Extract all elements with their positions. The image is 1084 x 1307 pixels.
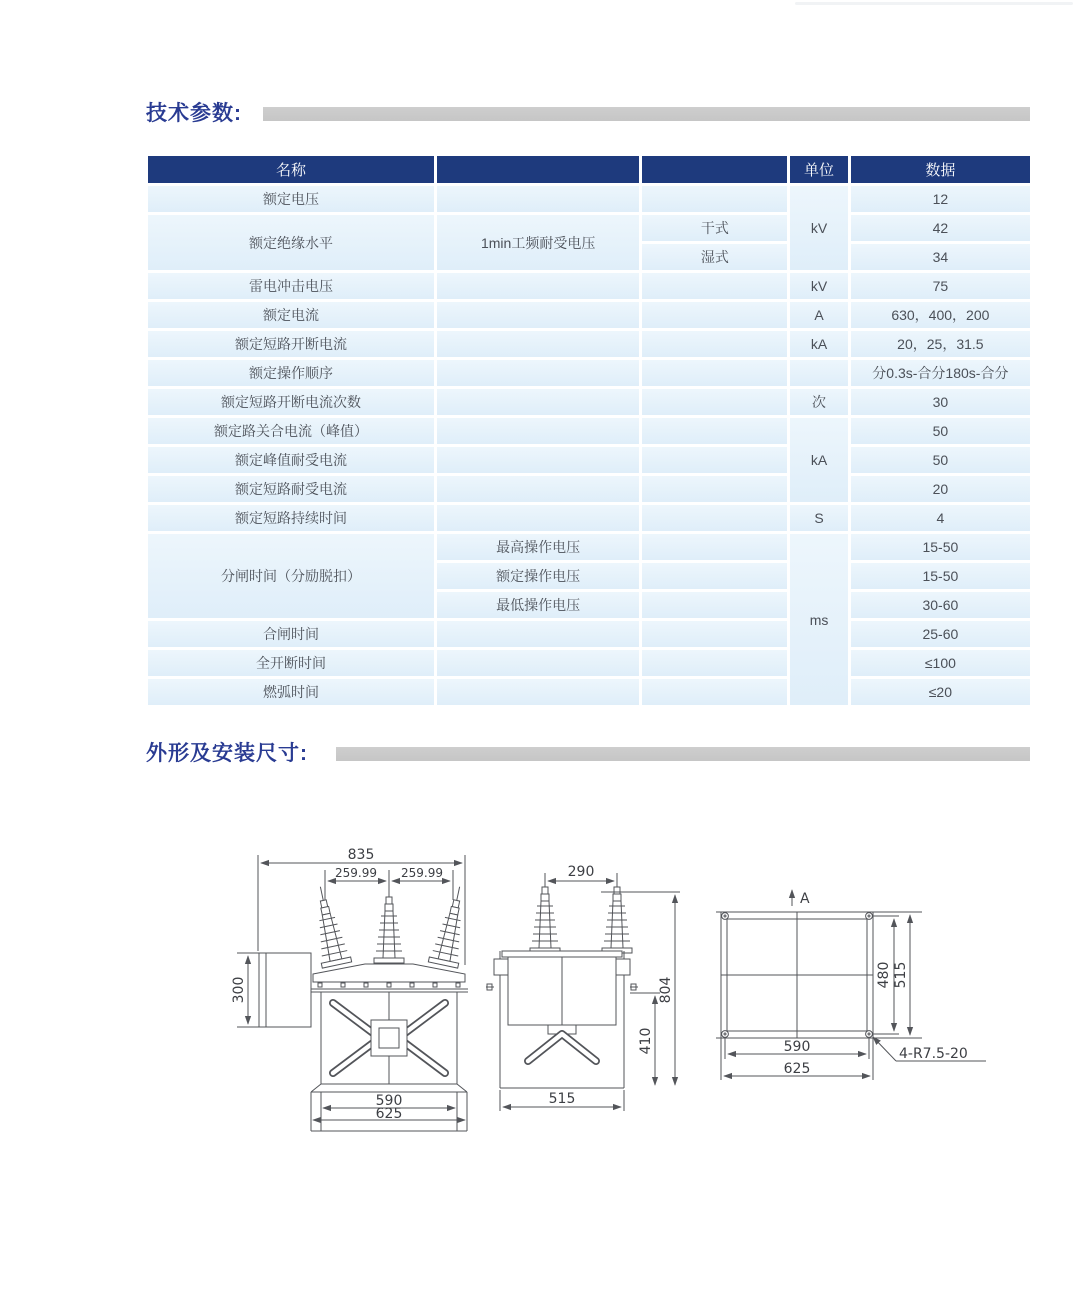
table-row [148, 360, 1030, 386]
dim-410: 410 [638, 1027, 654, 1055]
dim-590-top: 590 [783, 1039, 811, 1055]
table-row [148, 389, 1030, 415]
row-label: 额定短路持续时间 [148, 505, 434, 531]
table-row [148, 534, 1030, 560]
data-cell: ≤100 [851, 650, 1030, 676]
data-cell: 34 [851, 244, 1030, 270]
row-label: 额定路关合电流（峰值） [148, 418, 434, 444]
row-label: 额定绝缘水平 [148, 215, 434, 270]
row-label: 雷电冲击电压 [148, 273, 434, 299]
header-data: 数据 [851, 156, 1030, 183]
data-cell: 75 [851, 273, 1030, 299]
data-cell: ≤20 [851, 679, 1030, 705]
dim-625-top: 625 [783, 1061, 811, 1077]
table-row [148, 302, 1030, 328]
table-row [148, 273, 1030, 299]
row-label: 分闸时间（分励脱扣） [148, 534, 434, 618]
table-row [148, 186, 1030, 212]
data-cell: 4 [851, 505, 1030, 531]
front-view-geometry [237, 855, 474, 1131]
unit-cell: 次 [790, 389, 847, 415]
unit-cell: kA [790, 331, 847, 357]
row-label: 额定峰值耐受电流 [148, 447, 434, 473]
row-label: 合闸时间 [148, 621, 434, 647]
data-cell: 50 [851, 447, 1030, 473]
data-cell: 20 [851, 476, 1030, 502]
row-label: 额定短路开断电流次数 [148, 389, 434, 415]
unit-cell: S [790, 505, 847, 531]
data-cell: 15-50 [851, 563, 1030, 589]
data-cell: 42 [851, 215, 1030, 241]
data-cell: 30 [851, 389, 1030, 415]
header-blank-1 [437, 156, 639, 183]
unit-cell: kV [790, 186, 847, 270]
table-row [148, 476, 1030, 502]
data-cell: 20，25，31.5 [851, 331, 1030, 357]
data-cell: 15-50 [851, 534, 1030, 560]
row-label: 额定短路耐受电流 [148, 476, 434, 502]
table-row [148, 679, 1030, 705]
page-edge-decoration [795, 2, 1073, 5]
row-label: 燃弧时间 [148, 679, 434, 705]
table-header-row [148, 156, 1030, 183]
data-cell: 30-60 [851, 592, 1030, 618]
table-row [148, 621, 1030, 647]
data-cell: 12 [851, 186, 1030, 212]
side-view-drawing [478, 845, 703, 1145]
tech-params-table [145, 153, 1033, 708]
dim-259-left: 259.99 [335, 866, 377, 880]
dim-300: 300 [231, 976, 247, 1004]
table-row [148, 447, 1030, 473]
header-unit: 单位 [790, 156, 847, 183]
sub-label: 额定操作电压 [437, 563, 639, 589]
dim-290: 290 [567, 864, 595, 880]
table-row [148, 215, 1030, 241]
table-row [148, 505, 1030, 531]
data-cell: 50 [851, 418, 1030, 444]
sub-label: 1min工频耐受电压 [437, 215, 639, 270]
side-view-geometry [486, 873, 680, 1111]
unit-cell: ms [790, 534, 847, 705]
dim-590-front: 590 [375, 1093, 403, 1109]
table-row [148, 650, 1030, 676]
header-name: 名称 [148, 156, 434, 183]
top-view-drawing [698, 858, 1008, 1108]
table-row [148, 331, 1030, 357]
row-label: 额定电流 [148, 302, 434, 328]
row-label: 额定短路开断电流 [148, 331, 434, 357]
tech-params-title: 技术参数: [146, 102, 242, 125]
dim-515-top: 515 [893, 961, 909, 989]
view-label-a: A [800, 891, 810, 907]
data-cell: 25-60 [851, 621, 1030, 647]
dim-625-front: 625 [375, 1106, 403, 1122]
dim-515-side: 515 [548, 1091, 576, 1107]
dimensions-title: 外形及安装尺寸: [146, 742, 308, 765]
dim-480: 480 [876, 961, 892, 989]
unit-cell [790, 360, 847, 386]
dimensions-title-bar [336, 747, 1030, 761]
data-cell: 分0.3s-合分180s-合分 [851, 360, 1030, 386]
unit-cell: kV [790, 273, 847, 299]
data-cell: 630，400，200 [851, 302, 1030, 328]
row-label: 全开断时间 [148, 650, 434, 676]
hole-spec-label: 4-R7.5-20 [899, 1046, 968, 1062]
sub-label: 最高操作电压 [437, 534, 639, 560]
row-label: 额定电压 [148, 186, 434, 212]
condition-label: 湿式 [642, 244, 787, 270]
sub-label: 最低操作电压 [437, 592, 639, 618]
header-blank-2 [642, 156, 787, 183]
unit-cell: kA [790, 418, 847, 502]
dim-259-right: 259.99 [401, 866, 443, 880]
condition-label: 干式 [642, 215, 787, 241]
dim-804: 804 [658, 976, 674, 1004]
unit-cell: A [790, 302, 847, 328]
row-label: 额定操作顺序 [148, 360, 434, 386]
dim-835: 835 [347, 847, 375, 863]
front-view-drawing [225, 843, 515, 1153]
tech-params-title-bar [263, 107, 1030, 121]
table-row [148, 418, 1030, 444]
